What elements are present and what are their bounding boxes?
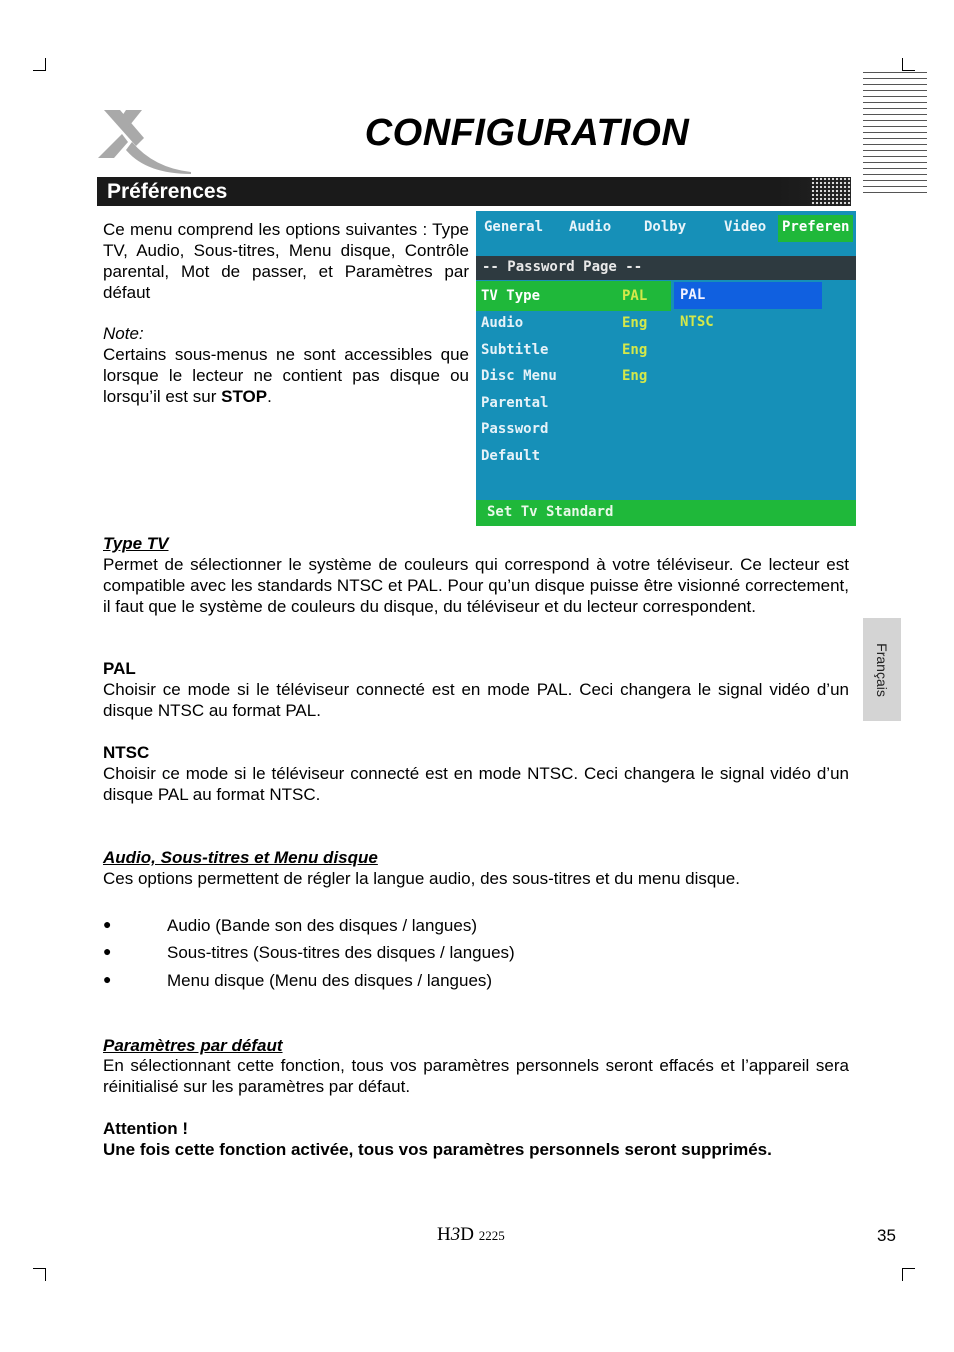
model-suffix: D — [460, 1224, 474, 1245]
audio-section-text: Ces options permettent de régler la langue audio, des sous-titres et du menu disque. — [103, 869, 740, 888]
crop-mark-top-left — [33, 58, 46, 71]
bullet-item: Sous-titres (Sous-titres des disques / langues) — [167, 943, 515, 962]
pal-heading: PAL — [103, 659, 136, 678]
type-tv-heading: Type TV — [103, 534, 169, 553]
osd-tab-preferences: Preferen — [778, 215, 853, 242]
osd-row-label: Default — [481, 448, 541, 464]
osd-row-label: Parental — [481, 395, 549, 411]
defaults-heading: Paramètres par défaut — [103, 1036, 283, 1055]
osd-tab-general: General — [484, 219, 544, 235]
pal-text: Choisir ce mode si le téléviseur connecté est en mode PAL. Ceci changera le signal vidéo d’un disque NTSC au format PAL. — [103, 680, 849, 720]
ntsc-text: Choisir ce mode si le téléviseur connecté est en mode NTSC. Ceci changera le signal vidéo d’un disque PAL au format NTSC. — [103, 764, 849, 804]
decorative-lines — [863, 72, 927, 198]
footer-model — [437, 1224, 505, 1246]
osd-page-title: -- Password Page -- — [482, 259, 643, 275]
crop-mark-bottom-right — [902, 1268, 915, 1281]
osd-tab-bar — [476, 211, 856, 246]
osd-tab-dolby: Dolby — [644, 219, 687, 235]
osd-row-label: Password — [481, 421, 549, 437]
osd-row-value: PAL — [622, 288, 648, 304]
audio-section-heading: Audio, Sous-titres et Menu disque — [103, 848, 378, 867]
brand-logo-icon — [96, 108, 192, 176]
attention-text: Une fois cette fonction activée, tous vos paramètres personnels seront supprimés. — [103, 1140, 772, 1159]
section-header-bar — [97, 177, 851, 206]
osd-page-title-bar — [476, 256, 856, 280]
model-number: 2225 — [478, 1228, 505, 1243]
osd-option: NTSC — [680, 314, 714, 330]
osd-row-value: Eng — [622, 342, 648, 358]
osd-row-label: Subtitle — [481, 342, 549, 358]
osd-status-bar — [476, 500, 856, 526]
osd-option: PAL — [680, 287, 706, 303]
osd-row-label: TV Type — [481, 288, 541, 304]
note-text: Certains sous-menus ne sont accessibles que lorsque le lecteur ne contient pas disque ou lorsqu’il est sur STOP. — [103, 345, 469, 406]
osd-menu-screenshot — [476, 211, 856, 526]
language-label: Français — [874, 642, 890, 697]
attention-heading: Attention ! — [103, 1119, 188, 1138]
model-prefix: H — [437, 1224, 451, 1245]
osd-row-value: Eng — [622, 315, 648, 331]
language-side-tab — [863, 618, 901, 721]
osd-row-label: Disc Menu — [481, 368, 557, 384]
bullet-item: Menu disque (Menu des disques / langues) — [167, 971, 493, 990]
note-label: Note: — [103, 324, 144, 343]
type-tv-text: Permet de sélectionner le système de couleurs qui correspond à votre téléviseur. Ce lecteur est compatible avec les standards NTSC et PAL. Pour qu’un disque puisse être visionné correctement, il faut que le système de couleurs du disque, du téléviseur et du lecteur correspondent. — [103, 555, 849, 616]
osd-row-value: Eng — [622, 368, 648, 384]
osd-status-text: Set Tv Standard — [487, 504, 614, 520]
model-mid: 3 — [450, 1224, 461, 1245]
defaults-text: En sélectionnant cette fonction, tous vos paramètres personnels seront effacés et l’appareil sera réinitialisé sur les paramètres par défaut. — [103, 1056, 849, 1096]
osd-tab-video: Video — [724, 219, 767, 235]
section-title: Préférences — [107, 180, 228, 203]
osd-tab-audio: Audio — [569, 219, 612, 235]
crop-mark-top-right — [902, 58, 915, 71]
bullet-icon: ● — [103, 971, 112, 987]
page-title: CONFIGURATION — [364, 112, 690, 154]
dot-pattern — [811, 177, 851, 206]
bullet-item: Audio (Bande son des disques / langues) — [167, 916, 477, 935]
bullet-icon: ● — [103, 916, 112, 932]
page-number: 35 — [877, 1226, 896, 1245]
osd-row-label: Audio — [481, 315, 524, 331]
bullet-icon: ● — [103, 943, 112, 959]
ntsc-heading: NTSC — [103, 743, 150, 762]
crop-mark-bottom-left — [33, 1268, 46, 1281]
intro-text: Ce menu comprend les options suivantes : Type TV, Audio, Sous-titres, Menu disque, Contrôle parental, Mot de passer, et Paramètres par défaut — [103, 220, 469, 302]
